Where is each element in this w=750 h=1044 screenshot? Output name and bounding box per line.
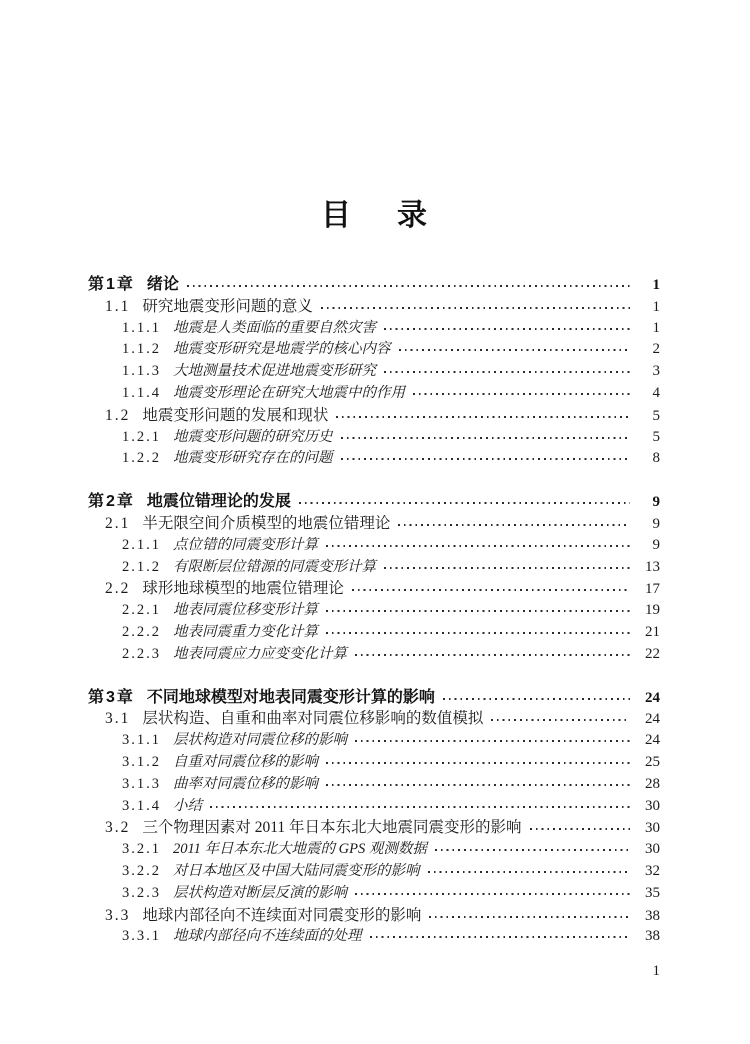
page-title: 目 录 <box>321 199 435 232</box>
toc-entry-title: 层状构造对断层反演的影响 <box>173 884 347 901</box>
toc-entry <box>88 578 660 600</box>
dot-leader <box>321 307 630 309</box>
toc-entry-title: 点位错的同震变形计算 <box>173 536 318 553</box>
dot-leader <box>210 806 630 808</box>
toc-entry-number: 2.2 <box>105 580 131 598</box>
toc-entry-number: 3.2.1 <box>122 841 161 858</box>
toc-entry-title: 层状构造对同震位移的影响 <box>173 732 347 749</box>
toc-entry-page: 1 <box>652 319 660 336</box>
toc-entry-page: 30 <box>645 797 660 814</box>
toc-entry-number: 2.1.2 <box>122 558 161 575</box>
toc-entry <box>88 383 660 405</box>
toc-entry-number: 3.2.2 <box>122 862 161 879</box>
toc-entry-title: 小结 <box>173 797 202 814</box>
toc-entry-number: 第2章 <box>88 493 135 511</box>
toc-entry-number: 第3章 <box>88 688 135 706</box>
toc-entry <box>88 708 660 730</box>
toc-list <box>88 274 660 948</box>
toc-entry-number: 3.3 <box>105 906 131 924</box>
toc-entry-page: 30 <box>645 841 660 858</box>
toc-entry-page: 28 <box>645 775 660 792</box>
dot-leader <box>384 328 630 330</box>
toc-entry-page: 24 <box>645 689 660 706</box>
toc-entry-page: 1 <box>652 277 660 293</box>
toc-entry <box>88 774 660 796</box>
dot-leader <box>326 610 630 612</box>
toc-entry-page: 9 <box>652 536 660 553</box>
dot-leader <box>429 916 630 918</box>
toc-entry <box>88 730 660 752</box>
dot-leader <box>491 719 630 721</box>
toc-entry-title: 自重对同震位移的影响 <box>173 753 318 770</box>
toc-entry <box>88 296 660 318</box>
toc-entry-page: 22 <box>645 645 660 662</box>
toc-entry-number: 2.2.1 <box>122 602 161 619</box>
toc-entry-title: 地表同震位移变形计算 <box>173 602 318 619</box>
toc-entry <box>88 926 660 948</box>
toc-entry-number: 2.1.1 <box>122 536 161 553</box>
dot-leader <box>326 762 630 764</box>
dot-leader <box>326 784 630 786</box>
toc-entry-page: 5 <box>652 407 660 424</box>
toc-entry-number: 1.1.4 <box>122 384 161 401</box>
toc-entry <box>88 491 660 513</box>
toc-entry <box>88 339 660 361</box>
toc-entry-number: 3.1 <box>105 710 131 728</box>
toc-entry-page: 25 <box>645 753 660 770</box>
toc-entry-title: 地震变形研究存在的问题 <box>173 450 333 467</box>
toc-entry-page: 3 <box>652 363 660 380</box>
toc-entry <box>88 600 660 622</box>
toc-entry-number: 1.2.1 <box>122 428 161 445</box>
toc-entry-number: 1.2 <box>105 406 131 424</box>
toc-entry-page: 19 <box>645 602 660 619</box>
toc-entry-title: 球形地球模型的地震位错理论 <box>142 580 344 598</box>
toc-entry-title: 地球内部径向不连续面对同震变形的影响 <box>142 906 422 924</box>
toc-entry-number: 3.1.2 <box>122 753 161 770</box>
toc-entry <box>88 644 660 666</box>
dot-leader <box>428 871 631 873</box>
toc-entry-title: 三个物理因素对 2011 年日本东北大地震同震变形的影响 <box>142 819 522 837</box>
toc-entry-number: 3.1.3 <box>122 775 161 792</box>
toc-entry-number: 1.1.3 <box>122 363 161 380</box>
toc-entry-title: 地震变形问题的发展和现状 <box>142 406 329 424</box>
toc-entry-title: 地震变形理论在研究大地震中的作用 <box>173 384 405 401</box>
dot-leader <box>435 849 630 851</box>
toc-entry-page: 8 <box>652 450 660 467</box>
toc-entry-number: 3.2 <box>105 819 131 837</box>
toc-entry-title: 对日本地区及中国大陆同震变形的影响 <box>173 862 420 879</box>
toc-entry-page: 4 <box>652 384 660 401</box>
toc-entry-page: 24 <box>645 711 660 728</box>
dot-leader <box>341 458 631 460</box>
toc-entry-title: 研究地震变形问题的意义 <box>142 297 313 315</box>
toc-entry <box>88 622 660 644</box>
toc-entry-number: 3.1.4 <box>122 797 161 814</box>
dot-leader <box>399 349 631 351</box>
toc-entry-page: 9 <box>652 494 660 511</box>
toc-entry-title: 层状构造、自重和曲率对同震位移影响的数值模拟 <box>142 710 484 728</box>
toc-entry-page: 5 <box>652 428 660 445</box>
toc-entry-page: 32 <box>645 862 660 879</box>
toc-entry-number: 1.1 <box>105 297 131 315</box>
toc-entry-number: 2.2.3 <box>122 645 161 662</box>
dot-leader <box>326 632 630 634</box>
toc-entry <box>88 274 660 296</box>
dot-leader <box>443 698 630 700</box>
dot-leader <box>341 437 631 439</box>
toc-entry-title: 地表同震重力变化计算 <box>173 623 318 640</box>
toc-entry-page: 38 <box>645 928 660 945</box>
toc-entry <box>88 427 660 449</box>
toc-entry-title: 地震是人类面临的重要自然灾害 <box>173 319 376 336</box>
toc-entry <box>88 883 660 905</box>
dot-leader <box>187 285 630 287</box>
dot-leader <box>299 502 630 504</box>
toc-entry <box>88 448 660 470</box>
dot-leader <box>370 936 631 938</box>
toc-entry-number: 第1章 <box>88 276 135 293</box>
toc-entry-number: 1.1.1 <box>122 319 161 336</box>
dot-leader <box>355 740 630 742</box>
toc-entry <box>88 535 660 557</box>
dot-leader <box>413 393 630 395</box>
toc-entry-number: 2.1 <box>105 514 131 532</box>
toc-entry-page: 13 <box>645 558 660 575</box>
toc-entry-page: 2 <box>652 341 660 358</box>
toc-entry-page: 24 <box>645 732 660 749</box>
toc-entry-title: 绪论 <box>146 276 179 293</box>
toc-entry <box>88 817 660 839</box>
dot-leader <box>384 567 630 569</box>
toc-entry-page: 35 <box>645 884 660 901</box>
toc-entry <box>88 557 660 579</box>
toc-entry-title: 曲率对同震位移的影响 <box>173 775 318 792</box>
dot-leader <box>398 524 630 526</box>
toc-entry-number: 3.3.1 <box>122 928 161 945</box>
toc-entry-title: 地震变形研究是地震学的核心内容 <box>173 341 391 358</box>
dot-leader <box>355 893 630 895</box>
toc-entry-page: 9 <box>652 515 660 532</box>
dot-leader <box>336 416 630 418</box>
toc-entry <box>88 361 660 383</box>
toc-entry-title: 地震位错理论的发展 <box>146 493 291 511</box>
dot-leader <box>352 589 630 591</box>
toc-entry <box>88 796 660 818</box>
toc-entry-title: 地表同震应力应变变化计算 <box>173 645 347 662</box>
toc-entry-title: 地震变形问题的研究历史 <box>173 428 333 445</box>
page-number: 1 <box>652 963 660 979</box>
toc-entry <box>88 861 660 883</box>
toc-entry-title: 地球内部径向不连续面的处理 <box>173 928 362 945</box>
dot-leader <box>384 371 630 373</box>
dot-leader <box>530 828 630 830</box>
toc-entry-number: 1.1.2 <box>122 341 161 358</box>
toc-entry <box>88 752 660 774</box>
toc-entry <box>88 687 660 709</box>
toc-entry-page: 1 <box>652 298 660 315</box>
toc-entry <box>88 513 660 535</box>
toc-entry <box>88 905 660 927</box>
toc-entry-page: 21 <box>645 623 660 640</box>
toc-entry-title: 有限断层位错源的同震变形计算 <box>173 558 376 575</box>
toc-entry-page: 17 <box>645 581 660 598</box>
toc-entry-title: 不同地球模型对地表同震变形计算的影响 <box>146 688 435 706</box>
toc-entry <box>88 405 660 427</box>
toc-entry <box>88 318 660 340</box>
dot-leader <box>326 545 630 547</box>
toc-entry-number: 1.2.2 <box>122 450 161 467</box>
toc-entry-title: 2011 年日本东北大地震的 GPS 观测数据 <box>173 841 427 858</box>
dot-leader <box>355 654 630 656</box>
toc-entry-page: 38 <box>645 907 660 924</box>
toc-entry-number: 3.2.3 <box>122 884 161 901</box>
toc-entry-title: 大地测量技术促进地震变形研究 <box>173 363 376 380</box>
toc-entry-page: 30 <box>645 820 660 837</box>
toc-entry-number: 2.2.2 <box>122 623 161 640</box>
toc-entry-number: 3.1.1 <box>122 732 161 749</box>
toc-entry-title: 半无限空间介质模型的地震位错理论 <box>142 514 391 532</box>
toc-entry <box>88 839 660 861</box>
